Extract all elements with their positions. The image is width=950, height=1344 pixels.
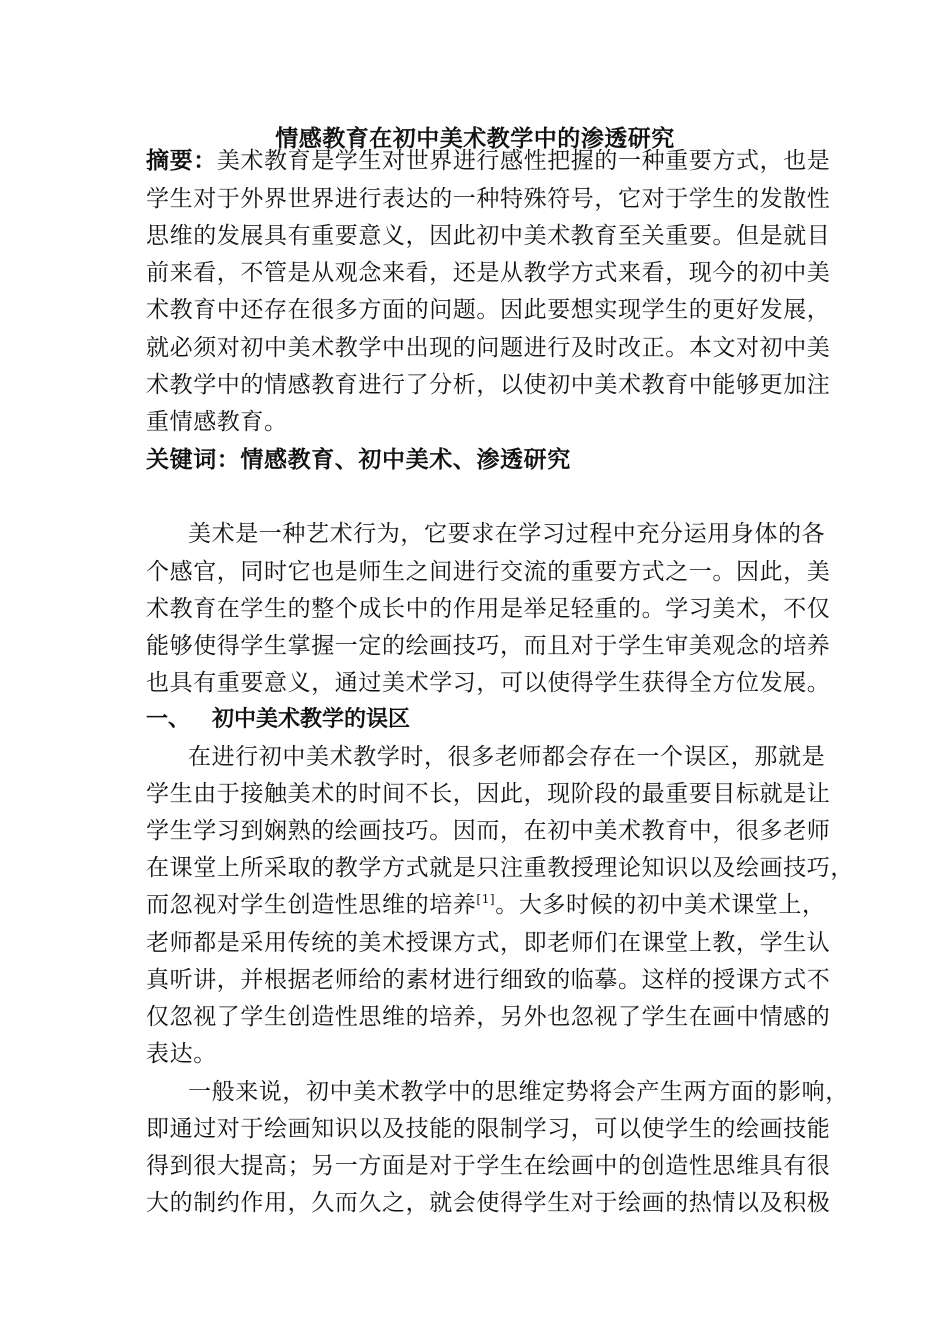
body-line: 即通过对于绘画知识以及技能的限制学习，可以使学生的绘画技能 [146, 1116, 831, 1142]
body-line: 表达。 [146, 1041, 217, 1067]
intro-line: 能够使得学生掌握一定的绘画技巧，而且对于学生审美观念的培养 [146, 633, 831, 659]
section-heading: 初中美术教学的误区 [212, 707, 411, 732]
abstract-text: 美术教育是学生对世界进行感性把握的一种重要方式，也是 [216, 148, 831, 174]
body-line: 大的制约作用，久而久之，就会使得学生对于绘画的热情以及积极 [146, 1190, 831, 1216]
intro-line: 也具有重要意义，通过美术学习，可以使得学生获得全方位发展。 [146, 670, 831, 696]
body-line: 一般来说，初中美术教学中的思维定势将会产生两方面的影响， [188, 1079, 849, 1105]
abstract-line: 学生对于外界世界进行表达的一种特殊符号，它对于学生的发散性 [146, 186, 831, 212]
section-number: 一、 [146, 707, 191, 732]
abstract-line [146, 146, 831, 176]
body-line: 在课堂上所采取的教学方式就是只注重教授理论知识以及绘画技巧， [146, 855, 854, 881]
intro-line: 术教育在学生的整个成长中的作用是举足轻重的。学习美术，不仅 [146, 596, 831, 622]
body-line: 学生由于接触美术的时间不长，因此，现阶段的最重要目标就是让 [146, 781, 831, 807]
abstract-line: 术教育中还存在很多方面的问题。因此要想实现学生的更好发展， [146, 297, 831, 323]
citation-marker: [1] [476, 892, 496, 906]
abstract-line: 前来看，不管是从观念来看，还是从教学方式来看，现今的初中美 [146, 260, 831, 286]
abstract-label: 摘要： [146, 148, 217, 174]
body-line: 得到很大提高；另一方面是对于学生在绘画中的创造性思维具有很 [146, 1153, 831, 1179]
body-line: 老师都是采用传统的美术授课方式，即老师们在课堂上教，学生认 [146, 930, 831, 956]
intro-line: 个感官，同时它也是师生之间进行交流的重要方式之一。因此，美 [146, 559, 831, 585]
body-text: 。大多时候的初中美术课堂上， [495, 892, 826, 918]
abstract-line: 重情感教育。 [146, 409, 288, 435]
keywords: 关键词：情感教育、初中美术、渗透研究 [146, 447, 571, 473]
abstract-line: 术教学中的情感教育进行了分析，以使初中美术教育中能够更加注 [146, 372, 831, 398]
abstract-line: 思维的发展具有重要意义，因此初中美术教育至关重要。但是就目 [146, 223, 831, 249]
intro-line: 美术是一种艺术行为，它要求在学习过程中充分运用身体的各 [188, 521, 826, 547]
abstract-line: 就必须对初中美术教学中出现的问题进行及时改正。本文对初中美 [146, 335, 831, 361]
body-line: 仅忽视了学生创造性思维的培养，另外也忽视了学生在画中情感的 [146, 1004, 831, 1030]
document-title: 情感教育在初中美术教学中的渗透研究 [275, 126, 675, 152]
body-line: 在进行初中美术教学时，很多老师都会存在一个误区，那就是 [188, 744, 826, 770]
body-text: 而忽视对学生创造性思维的培养 [146, 892, 477, 918]
body-line: 真听讲，并根据老师给的素材进行细致的临摹。这样的授课方式不 [146, 967, 831, 993]
body-line: 学生学习到娴熟的绘画技巧。因而，在初中美术教育中，很多老师 [146, 818, 831, 844]
body-line [146, 890, 826, 920]
